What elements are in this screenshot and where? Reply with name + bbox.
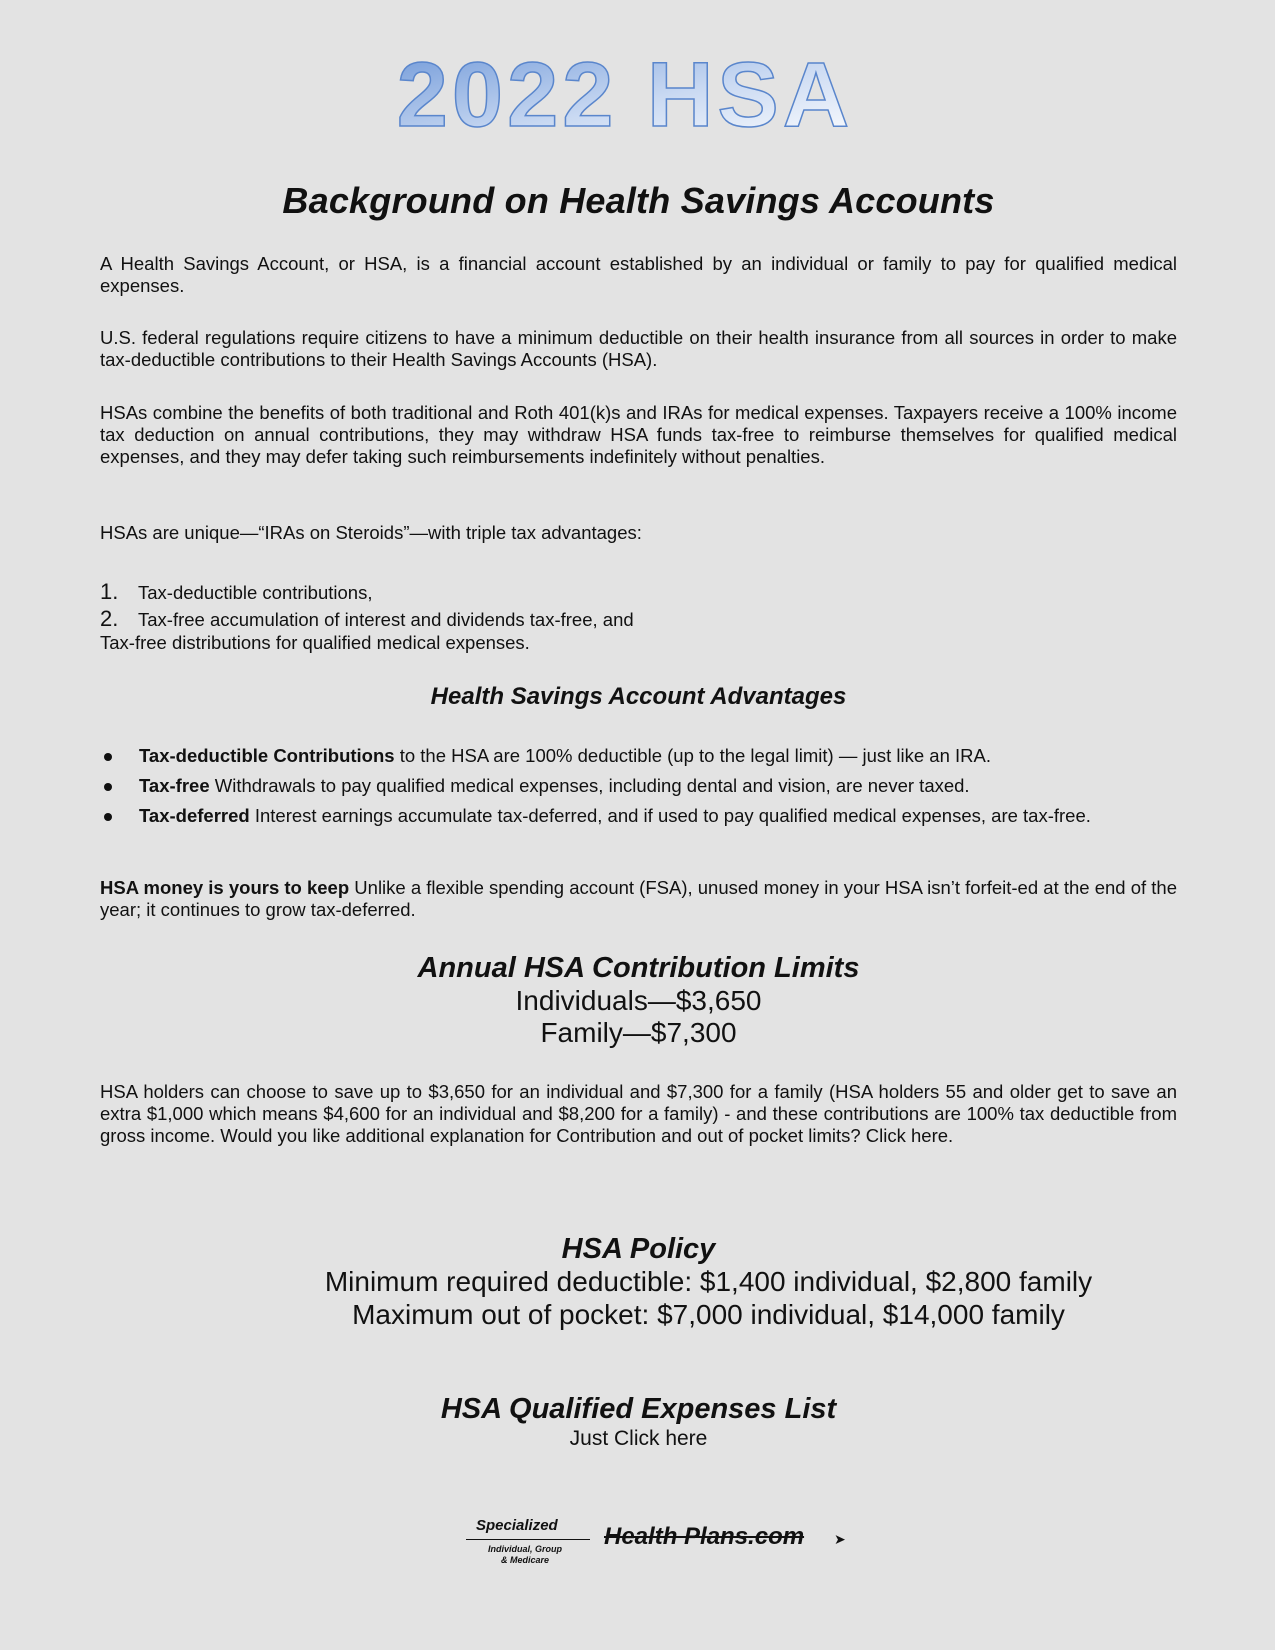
bullet-icon <box>104 753 112 761</box>
limits-heading: Annual HSA Contribution Limits <box>417 952 860 984</box>
family-limit: Family—$7,300 <box>540 1017 737 1048</box>
advantage-text: Interest earnings accumulate tax-deferred, and if used to pay qualified medical expenses, are tax-free. <box>249 805 1091 826</box>
intro-paragraph: A Health Savings Account, or HSA, is a financial account established by an individual or family to pay for qualified medical expenses. <box>100 253 1177 296</box>
advantage-text: Withdrawals to pay qualified medical expenses, including dental and vision, are never taxed. <box>209 775 970 796</box>
hero-year-text: 2022 HSA <box>396 50 854 146</box>
policy-heading: HSA Policy <box>561 1233 716 1265</box>
logo-tagline <box>480 1544 570 1566</box>
advantage-label: Tax-deferred <box>139 805 250 826</box>
hero-title-svg <box>325 50 925 150</box>
benefits-paragraph: HSAs combine the benefits of both traditional and Roth 401(k)s and IRAs for medical expenses. Taxpayers receive a 100% income tax deduction on annual contributions, they may withdraw HSA funds tax-free to reimburse themselves for qualified medical expenses, and they may defer taking such reimbursements indefinitely without penalties. <box>100 402 1177 467</box>
logo-tagline-line2: & Medicare <box>500 1555 550 1565</box>
list-item-text: Tax-free accumulation of interest and dividends tax-free, and <box>138 609 634 630</box>
logo-divider <box>466 1539 590 1540</box>
keep-money-text: Unlike a flexible spending account (FSA), unused money in your HSA isn’t forfeit-ed at the end of the year; it continues to grow tax-deferred. <box>100 877 1178 920</box>
list-number: 2. <box>100 606 119 631</box>
bullet-icon <box>104 813 112 821</box>
list-item <box>100 632 1177 659</box>
advantage-label: Tax-free <box>139 775 210 796</box>
logo-tagline-line1: Individual, Group <box>488 1544 562 1554</box>
company-logo[interactable] <box>462 1513 882 1583</box>
max-oop-line: Maximum out of pocket: $7,000 individual, $14,000 family <box>352 1299 1065 1330</box>
regulation-paragraph: U.S. federal regulations require citizens to have a minimum deductible on their health insurance from all sources in order to make tax-deductible contributions to their Health Savings Accounts (HSA). <box>100 327 1177 370</box>
advantage-label: Tax-deductible Contributions <box>139 745 395 766</box>
advantage-item <box>100 804 1177 828</box>
bullet-icon <box>104 783 112 791</box>
advantage-item <box>100 774 1177 798</box>
keep-money-paragraph <box>100 877 1177 921</box>
advantage-text: to the HSA are 100% deductible (up to the legal limit) — just like an IRA. <box>394 745 991 766</box>
list-number: 1. <box>100 579 119 604</box>
list-item <box>100 605 1177 632</box>
logo-specialized-text: Specialized <box>476 1517 558 1534</box>
expenses-heading: HSA Qualified Expenses List <box>440 1393 837 1425</box>
expenses-link[interactable]: Just Click here <box>569 1427 708 1450</box>
keep-money-label: HSA money is yours to keep <box>100 877 350 898</box>
list-item-text: Tax-free distributions for qualified medical expenses. <box>100 632 530 653</box>
list-item <box>100 578 1177 605</box>
triple-advantage-list <box>100 578 1177 659</box>
logo-main-text: Health Plans.com <box>604 1523 805 1550</box>
hero-title-graphic <box>325 50 925 150</box>
unique-paragraph: HSAs are unique—“IRAs on Steroids”—with triple tax advantages: <box>100 522 642 543</box>
page-title: Background on Health Savings Accounts <box>282 180 995 221</box>
individual-limit: Individuals—$3,650 <box>515 985 762 1016</box>
list-item-text: Tax-deductible contributions, <box>138 582 373 603</box>
advantage-item <box>100 744 1177 768</box>
min-deductible-line: Minimum required deductible: $1,400 individual, $2,800 family <box>324 1266 1093 1297</box>
advantages-heading: Health Savings Account Advantages <box>430 683 847 710</box>
advantages-list <box>100 744 1177 834</box>
arrow-right-icon: ➤ <box>834 1531 846 1547</box>
limits-paragraph: HSA holders can choose to save up to $3,650 for an individual and $7,300 for a family (HSA holders 55 and older get to save an extra $1,000 which means $4,600 for an individual and $8,200 for a family) - and these contributions are 100% tax deductible from gross income. Would you like additional explanation for Contribution and out of pocket limits? Click here. <box>100 1081 1177 1146</box>
